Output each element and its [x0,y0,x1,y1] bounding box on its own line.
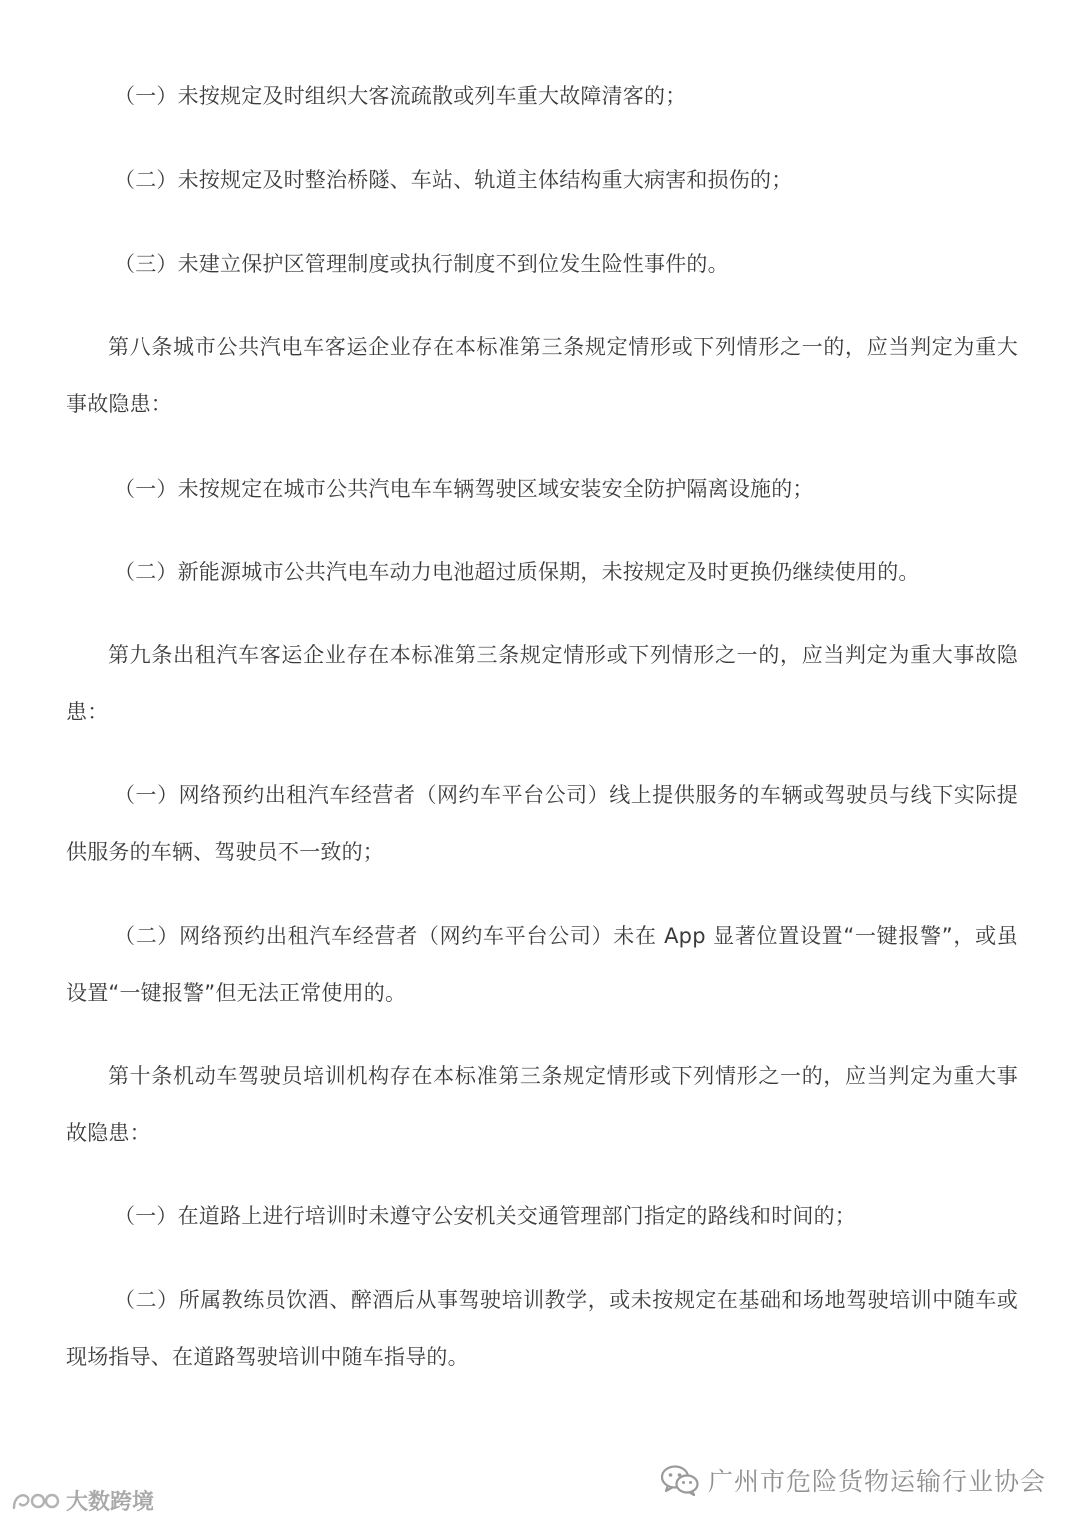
article-paragraph: 第十条机动车驾驶员培训机构存在本标准第三条规定情形或下列情形之一的，应当判定为重大事故隐患： [66,1064,1018,1145]
corner-watermark-text: 大数跨境 [66,1490,155,1515]
clause-item: （三）未建立保护区管理制度或执行制度不到位发生险性事件的。 [114,252,729,276]
clause-item: （一）在道路上进行培训时未遵守公安机关交通管理部门指定的路线和时间的； [114,1204,856,1228]
clause-item: （二）所属教练员饮酒、醉酒后从事驾驶培训教学，或未按规定在基础和场地驾驶培训中随车或现场指导、在道路驾驶培训中随车指导的。 [66,1288,1018,1369]
corner-watermark [10,1485,154,1516]
clause-item: （一）未按规定在城市公共汽电车车辆驾驶区域安装安全防护隔离设施的； [114,477,814,501]
clause-item: （一）网络预约出租汽车经营者（网约车平台公司）线上提供服务的车辆或驾驶员与线下实际提供服务的车辆、驾驶员不一致的； [66,783,1018,864]
clause-item: （二）未按规定及时整治桥隧、车站、轨道主体结构重大病害和损伤的； [114,168,793,192]
clause-item: （一）未按规定及时组织大客流疏散或列车重大故障清客的； [114,84,687,108]
watermark-text: 广州市危险货物运输行业协会 [707,1467,1046,1496]
clause-item: （二）网络预约出租汽车经营者（网约车平台公司）未在 App 显著位置设置“一键报警”，或虽设置“一键报警”但无法正常使用的。 [66,924,1018,1005]
clause-item: （二）新能源城市公共汽电车动力电池超过质保期，未按规定及时更换仍继续使用的。 [114,560,920,584]
article-paragraph: 第八条城市公共汽电车客运企业存在本标准第三条规定情形或下列情形之一的，应当判定为重大事故隐患： [66,335,1018,416]
logo-icon [10,1488,60,1514]
wechat-icon [660,1464,700,1496]
article-paragraph: 第九条出租汽车客运企业存在本标准第三条规定情形或下列情形之一的，应当判定为重大事故隐患： [66,643,1018,724]
source-watermark [660,1458,1046,1502]
